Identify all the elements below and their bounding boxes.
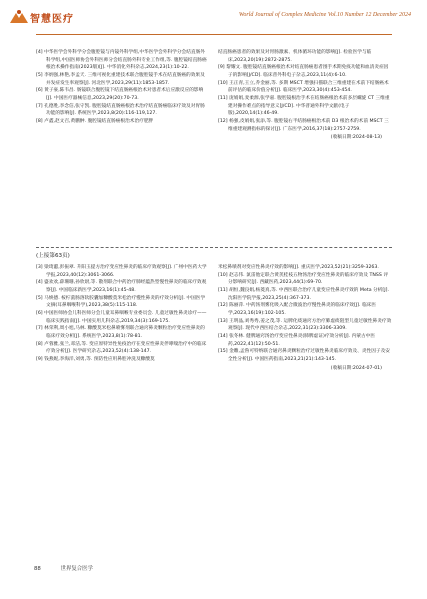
reference-item: [5] 李炳强,林艳,李孟天. 三维可视化重建技术联合腹腔镜手术在结直肠癌的效果及并发症发生率观察[J]. 河北医学,2023,29(11):1853-1857. [36, 72, 205, 86]
references-bottom-left [36, 264, 208, 364]
reference-item: [13] 王明晶,刘秀秀,姜之茂,等. 运脾化痰通窍方治疗肺虚痰阻型儿童过敏性鼻炎疗效观察[J]. 现代中西医结合杂志,2022,31(23):3306-3309. [218, 318, 392, 332]
received-date: (收稿日期:2024-08-13) [330, 135, 382, 141]
references-top-right [218, 49, 392, 142]
reference-item: [11] 胡恒,魏良娟,杨菱真,等. 中西医联合治疗儿童变应性鼻炎疗效的 Meta 分析[J]. 沈阳医学院学报,2023,25(4):367-373. [218, 287, 389, 301]
reference-item: 结直肠癌患者的效果及对胃肠激素、机体循环功能的影响[J]. 检验医学与临床,2023,20(19):2872-2875. [218, 50, 372, 63]
reference-item: [6] 中国医师协会儿科医师分会儿童耳鼻咽喉专业委员会. 儿童过敏性鼻炎诊疗——临床实践指南[J]. 中国实用儿科杂志,2019,34(3):169-175. [36, 310, 207, 324]
references-top-left [36, 49, 208, 126]
reference-item: [7] 孔德胜,李念信,张守凯. 腹腔镜结直肠癌根治术治疗结直肠癌临床疗效及对胃肠功能的影响[J]. 系统医学,2023,8(20):116-119,127. [36, 103, 205, 117]
footer-journal-name: 世界复合医学 [60, 566, 93, 572]
reference-item: [10] 赵志伟. 氯雷他定联合黄芪桂枝五物汤治疗变应性鼻炎的临床疗效及 TNSS 评分影响研究[J]. 西藏医药,2023,44(1):69-70. [218, 272, 389, 286]
reference-item: [5] 马焕德. 桉柠蒎肠溶软胶囊加糠酸莫米松治疗慢性鼻炎的疗效分析[J]. 中国医学文摘(耳鼻咽喉科学),2023,38(5):115-118. [36, 295, 206, 309]
reference-item: [12] 杨强,皮娟娟,张添,等. 腹腔镜右半结肠癌根治术前 D3 根治术的术前 MSCT 三维重建观测指标的探讨[J]. 广东医学,2016,37(18):2757-2759. [218, 118, 389, 132]
reference-item: [3] 梁琦蕙,彭振翠. 升阳玉提方治疗变应性鼻炎的临床疗效观察[J]. 广州中医药大学学报,2023,40(12):3061-3066. [36, 265, 207, 278]
reference-item: [12] 陈丽萍. 中药汤剂雾化吸入配合微波治疗慢性鼻炎的临床疗效[J]. 临床医学,2023,16(19):102-105. [218, 303, 377, 316]
reference-item: [8] 卢蓉雅,张兰,邓洁,等. 变应原特异性免疫治疗在变应性鼻炎伴哮喘治疗中的临床疗效分析[J]. 医学研究杂志,2023,52(4):138-147. [36, 341, 207, 355]
reference-item: [14] 张冬林. 健脾通窍汤治疗变应性鼻炎(肺脾虚证)疗效分析[J]. 内蒙古中医药,2022,41(12):50-51. [218, 333, 376, 347]
reference-item: [9] 钱燕妮,李海洋,刘勇,等. 预防性应用鼻腔冲洗及糠酸莫 [36, 356, 155, 362]
page-header [0, 0, 427, 46]
reference-item: [7] 林荣利,周小旭,马林. 糠酸莫米松鼻喷雾剂联合通窍鼻炎颗粒治疗变应性鼻炎的临床疗效分析[J]. 系统医学,2023,8(1):78-81. [36, 326, 205, 339]
received-date: (收稿日期:2024-07-01) [330, 365, 382, 371]
logo-icon [7, 9, 31, 27]
page-footer [34, 564, 93, 572]
logo-text: 智慧医疗 [30, 14, 74, 25]
reference-item: [4] 中华医学会外科学分会腹腔镜与内镜外科学组,中华医学会外科学分会结直肠外科学组,中国医师协会外科医师分会结直肠外科专业工作组,等. 腹腔镜结直肠癌根治术操作指南(2023版)[J]. 中华消化外科杂志,2024,23(1):10-22. [36, 50, 207, 71]
reference-item: [6] 黄子豪,陈韦昌. 肠镜联合腹腔镜下结直肠癌根治术对患者术后应激反应的影响[J]. 中国医疗器械信息,2023,29(20):70-73. [36, 88, 204, 101]
reference-item: [11] 庞娟娟,麦柔源,张学嘉. 腹腔镜根治手术在结肠癌根治术前多层螺旋 CT 三维重建对操作难点的指导意义[J/CD]. 中华普通外科学文献(电子版),2020,14(1):46-49. [218, 95, 390, 117]
page-number: 88 [34, 566, 41, 572]
section-divider [36, 247, 392, 248]
continued-from-label: (上接第63页) [36, 253, 70, 259]
reference-item: 米松鼻喷剂对变应性鼻炎疗效的影响[J]. 重庆医学,2023,52(21):3259-3263. [218, 265, 379, 270]
reference-item: [9] 黎耀文. 腹腔镜结直肠癌根治术对结直肠癌患者围手术期免疫功能和血清炎症因子的影响[J/CD]. 临床普外科电子杂志,2023,11(4):6-10. [218, 65, 389, 78]
reference-item: [8] 卢鑫,赵文召,黄鹏翀. 腹腔镜结直肠癌根治术治疗肥胖 [36, 118, 154, 124]
references-bottom-right [218, 264, 392, 372]
reference-item: [15] 金雕,孟鲁可特纳联合通窍鼻炎颗粒治疗过敏性鼻炎临床疗效及、炎性因子及安全性分析[J]. 中国医药指南,2023,21(21):143-145. [218, 349, 390, 362]
journal-title: World Journal of Complex Medicine Vol.10 Number 12 December 2024 [238, 12, 411, 18]
reference-item: [10] 王正青,王立,乔金丽,等. 多期 MSCT 增强扫描联合三维重建在术前下结肠癌术前评估的临床价值分析[J]. 临床医学,2023,30(4):453-454. [218, 80, 389, 94]
reference-item: [4] 盛欢欢,薛珊珊,孙欣尉,等. 散剂联合中药治疗肺经蕴热型慢性鼻炎的临床疗效观察[J]. 中国临床新医学,2023,16(1):45-48. [36, 280, 207, 293]
header-rule [36, 34, 392, 35]
